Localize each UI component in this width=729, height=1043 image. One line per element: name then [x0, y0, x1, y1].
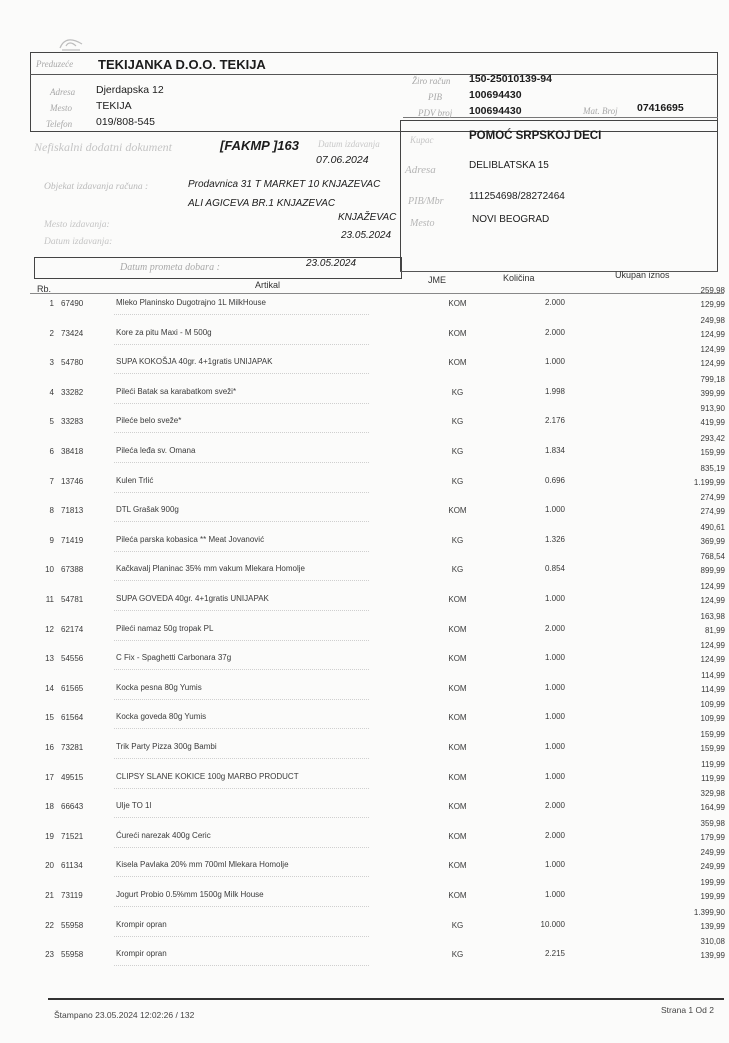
item-total: 199,99	[700, 878, 725, 887]
item-unit-price: 81,99	[704, 625, 725, 635]
item-unit-price: 124,99	[700, 329, 725, 339]
item-code: 33283	[61, 417, 84, 427]
row-number: 20	[45, 861, 54, 871]
item-unit-price: 274,99	[700, 507, 725, 517]
seller-phone: 019/808-545	[96, 116, 155, 128]
item-quantity: 1.000	[544, 890, 565, 899]
item-quantity: 1.000	[544, 771, 565, 781]
seller-mb: 07416695	[637, 102, 684, 114]
pib-label: PIB	[428, 92, 442, 102]
table-row	[0, 641, 729, 670]
issue-place-label: Mesto izdavanja:	[44, 220, 110, 230]
item-unit-price: 139,99	[700, 951, 725, 961]
turnover-date: 23.05.2024	[306, 258, 357, 269]
item-name: SUPA GOVEDA 40gr. 4+1gratis UNIJAPAK	[116, 594, 269, 603]
table-row	[0, 612, 729, 641]
item-name: DTL Grašak 900g	[116, 505, 179, 515]
issue-date-label: Datum izdavanja:	[44, 237, 113, 247]
item-code: 67388	[61, 565, 84, 575]
doc-number: [FAKMP ]163	[220, 138, 299, 153]
page-number: Strana 1 Od 2	[661, 1005, 714, 1015]
table-row	[0, 760, 729, 789]
item-code: 61564	[61, 713, 84, 723]
table-row	[0, 493, 729, 522]
table-row	[0, 700, 729, 729]
printed-stamp: Štampano 23.05.2024 12:02:26 / 132	[54, 1010, 195, 1020]
row-number: 12	[45, 624, 54, 634]
item-quantity: 2.176	[544, 416, 565, 426]
row-number: 17	[45, 772, 54, 782]
col-unit: JME	[428, 275, 446, 285]
row-number: 8	[49, 506, 54, 516]
item-unit: KOM	[448, 802, 467, 812]
table-header-top-line	[400, 271, 718, 272]
seller-account: 150-25010139-94	[469, 73, 552, 85]
company-name: TEKIJANKA D.O.O. TEKIJA	[98, 57, 266, 72]
row-number: 19	[45, 831, 54, 841]
item-code: 73424	[61, 328, 84, 338]
item-quantity: 1.998	[544, 386, 565, 396]
table-row	[0, 789, 729, 818]
table-row	[0, 375, 729, 404]
table-row	[0, 878, 729, 907]
item-code: 67490	[61, 299, 84, 308]
turnover-date-label: Datum prometa dobara :	[120, 262, 220, 273]
item-total: 310,08	[700, 937, 725, 947]
item-code: 73281	[61, 743, 84, 752]
item-name: Pileća leđa sv. Omana	[116, 446, 196, 455]
item-total: 1.399,90	[693, 907, 725, 917]
buyer-address-label: Adresa	[405, 164, 436, 176]
buyer-name: POMOĆ SRPSKOJ DECI	[469, 130, 602, 142]
row-number: 4	[49, 387, 54, 397]
item-quantity: 1.000	[544, 357, 565, 367]
doc-type-label: Nefiskalni dodatni dokument	[34, 140, 172, 154]
item-name: SUPA KOKOŠJA 40gr. 4+1gratis UNIJAPAK	[116, 357, 273, 367]
item-total: 329,98	[700, 789, 725, 799]
row-number: 11	[45, 595, 54, 604]
item-total: 259,98	[700, 286, 725, 295]
item-name: Mleko Planinsko Dugotrajno 1L MilkHouse	[116, 298, 266, 307]
item-name: Kocka pesna 80g Yumis	[116, 682, 202, 692]
item-total: 114,99	[701, 670, 725, 680]
row-number: 6	[49, 447, 54, 456]
item-code: 54780	[61, 358, 84, 368]
table-row	[0, 908, 729, 937]
item-code: 55958	[61, 920, 84, 930]
row-number: 23	[45, 950, 54, 960]
item-unit-price: 199,99	[700, 892, 725, 901]
table-row	[0, 582, 729, 611]
item-name: CLIPSY SLANE KOKICE 100g MARBO PRODUCT	[116, 771, 299, 781]
item-quantity: 10.000	[540, 919, 565, 929]
item-unit-price: 179,99	[700, 832, 725, 842]
item-name: Pileće belo sveže*	[116, 416, 182, 426]
item-code: 38418	[61, 447, 84, 456]
item-code: 33282	[61, 387, 84, 397]
row-number: 2	[49, 328, 54, 338]
city-label: Mesto	[50, 103, 72, 113]
place-line2: ALI AGICEVA BR.1 KNJAZEVAC	[188, 198, 336, 209]
item-name: Kore za pitu Maxi - M 500g	[116, 327, 212, 337]
table-row	[0, 434, 729, 463]
item-name: C Fix - Spaghetti Carbonara 37g	[116, 653, 232, 663]
col-item: Artikal	[255, 280, 281, 290]
item-unit: KOM	[448, 595, 467, 604]
item-total: 159,99	[700, 730, 725, 739]
item-unit: KOM	[448, 772, 467, 782]
item-total: 768,54	[700, 552, 725, 562]
item-code: 55958	[61, 950, 84, 960]
row-number: 13	[45, 654, 54, 664]
item-name: Kisela Pavlaka 20% mm 700ml Mlekara Homolje	[116, 860, 289, 870]
row-number: 21	[45, 891, 54, 900]
item-unit: KOM	[448, 891, 467, 900]
item-quantity: 1.326	[544, 534, 565, 544]
row-number: 22	[45, 920, 54, 930]
item-unit-price: 249,99	[700, 862, 725, 872]
table-row	[0, 523, 729, 552]
row-number: 10	[45, 565, 54, 575]
row-number: 14	[45, 683, 54, 693]
item-unit: KOM	[448, 299, 467, 308]
buyer-pib-label: PIB/Mbr	[408, 196, 444, 207]
footer-line	[48, 998, 724, 1000]
item-quantity: 0.696	[544, 475, 565, 485]
item-code: 54781	[61, 595, 84, 604]
item-code: 54556	[61, 654, 84, 664]
place-line1: Prodavnica 31 T MARKET 10 KNJAZEVAC	[188, 179, 381, 190]
item-quantity: 2.000	[544, 298, 565, 307]
row-number: 16	[45, 743, 54, 752]
issue-date: 23.05.2024	[341, 230, 392, 241]
item-unit-price: 159,99	[700, 744, 725, 753]
item-total: 124,99	[700, 582, 725, 591]
item-total: 913,90	[700, 404, 725, 414]
item-quantity: 1.000	[544, 594, 565, 603]
item-quantity: 2.000	[544, 623, 565, 633]
seller-city: TEKIJA	[96, 100, 132, 112]
item-unit-price: 119,99	[701, 773, 725, 783]
doc-date: 07.06.2024	[316, 154, 369, 166]
table-row	[0, 316, 729, 345]
item-unit-price: 399,99	[700, 388, 725, 398]
company-logo-icon	[58, 36, 84, 52]
item-code: 61134	[61, 861, 83, 871]
buyer-city: NOVI BEOGRAD	[472, 214, 550, 225]
item-code: 71419	[61, 535, 84, 545]
item-quantity: 1.834	[544, 446, 565, 455]
mb-label: Mat. Broj	[583, 106, 618, 116]
item-code: 49515	[61, 772, 84, 782]
buyer-address: DELIBLATSKA 15	[469, 160, 549, 171]
item-total: 124,99	[700, 345, 725, 355]
item-unit: KG	[451, 950, 464, 960]
col-rb: Rb.	[37, 284, 52, 294]
item-quantity: 2.000	[544, 327, 565, 337]
item-unit: KOM	[448, 743, 467, 752]
item-name: Ulje TO 1l	[116, 801, 152, 811]
address-label: Adresa	[50, 87, 76, 97]
table-row	[0, 345, 729, 374]
item-total: 799,18	[700, 374, 725, 384]
row-separator	[114, 965, 369, 966]
item-name: Kačkavalj Planinac 35% mm vakum Mlekara Homolje	[116, 564, 305, 574]
item-unit: KG	[451, 535, 464, 545]
table-row	[0, 819, 729, 848]
item-unit: KOM	[448, 624, 467, 634]
seller-pdv: 100694430	[469, 105, 522, 117]
row-number: 3	[49, 358, 54, 368]
item-unit: KOM	[448, 861, 467, 871]
buyer-pib: 111254698/28272464	[469, 191, 565, 202]
item-quantity: 1.000	[544, 742, 565, 751]
item-unit: KG	[451, 447, 464, 456]
item-quantity: 2.000	[544, 830, 565, 840]
table-row	[0, 286, 729, 315]
item-unit-price: 139,99	[700, 921, 725, 931]
item-unit: KOM	[448, 713, 467, 723]
row-number: 7	[49, 476, 54, 486]
item-code: 71521	[61, 831, 84, 841]
item-quantity: 1.000	[544, 505, 565, 515]
item-code: 13746	[61, 476, 84, 486]
item-unit: KOM	[448, 831, 467, 841]
item-unit-price: 124,99	[700, 359, 725, 369]
row-number: 18	[45, 802, 54, 812]
item-unit: KOM	[448, 358, 467, 368]
item-unit-price: 124,99	[700, 596, 725, 605]
item-quantity: 1.000	[544, 682, 565, 692]
item-unit-price: 419,99	[700, 418, 725, 428]
item-unit-price: 1.199,99	[693, 477, 725, 487]
col-total: Ukupan iznos	[615, 270, 670, 280]
table-row	[0, 730, 729, 759]
item-name: Kulen Trlić	[116, 475, 154, 485]
item-name: Pileća parska kobasica ** Meat Jovanović	[116, 534, 265, 544]
item-unit-price: 369,99	[700, 536, 725, 546]
item-name: Krompir opran	[116, 919, 167, 929]
item-unit: KOM	[448, 328, 467, 338]
item-code: 66643	[61, 802, 84, 812]
item-code: 73119	[61, 891, 83, 900]
buyer-label: Kupac	[410, 135, 434, 145]
item-unit: KG	[451, 387, 464, 397]
item-name: Pileći namaz 50g tropak PL	[116, 623, 214, 633]
item-total: 119,99	[701, 759, 725, 769]
item-name: Pileći Batak sa karabatkom sveži*	[116, 386, 237, 396]
table-row	[0, 464, 729, 493]
place-label: Objekat izdavanja računa :	[44, 182, 149, 192]
item-unit: KOM	[448, 683, 467, 693]
item-quantity: 0.854	[544, 564, 565, 574]
item-unit-price: 109,99	[700, 714, 725, 724]
item-unit-price: 129,99	[700, 300, 725, 309]
row-number: 15	[45, 713, 54, 723]
item-name: Krompir opran	[116, 949, 167, 959]
seller-pib: 100694430	[469, 89, 522, 101]
item-total: 274,99	[700, 493, 725, 503]
item-unit: KG	[451, 565, 464, 575]
item-unit-price: 164,99	[700, 803, 725, 813]
item-total: 835,19	[700, 463, 725, 473]
item-quantity: 2.000	[544, 801, 565, 811]
item-name: Trik Party Pizza 300g Bambi	[116, 742, 217, 751]
pdv-label: PDV broj	[418, 108, 453, 118]
table-row	[0, 848, 729, 877]
item-total: 163,98	[700, 611, 725, 621]
item-unit: KG	[451, 476, 464, 486]
table-row	[0, 552, 729, 581]
item-code: 71813	[61, 506, 84, 516]
item-total: 109,99	[700, 700, 725, 710]
table-row	[0, 671, 729, 700]
buyer-city-label: Mesto	[410, 218, 435, 229]
item-code: 62174	[61, 624, 84, 634]
account-label: Žiro račun	[412, 76, 451, 86]
phone-label: Telefon	[46, 119, 73, 129]
row-number: 9	[49, 535, 54, 545]
item-name: Jogurt Probio 0.5%mm 1500g Milk House	[116, 890, 264, 899]
table-row	[0, 404, 729, 433]
item-total: 490,61	[700, 522, 725, 532]
item-total: 124,99	[700, 641, 725, 651]
item-unit: KOM	[448, 654, 467, 664]
item-quantity: 1.000	[544, 860, 565, 870]
item-unit: KG	[451, 417, 464, 427]
doc-date-label: Datum izdavanja	[318, 139, 380, 149]
item-name: Kocka goveda 80g Yumis	[116, 712, 207, 722]
seller-address: Djerdapska 12	[96, 84, 164, 96]
item-unit-price: 124,99	[700, 655, 725, 665]
item-name: Ćureći narezak 400g Ceric	[116, 830, 211, 840]
item-unit-price: 114,99	[701, 684, 725, 694]
seller-divider	[30, 74, 718, 75]
item-unit: KOM	[448, 506, 467, 516]
row-number: 1	[49, 299, 54, 308]
item-total: 293,42	[700, 434, 725, 443]
item-unit: KG	[451, 920, 464, 930]
item-total: 359,98	[700, 818, 725, 828]
item-unit-price: 159,99	[700, 448, 725, 457]
item-code: 61565	[61, 683, 84, 693]
row-number: 5	[49, 417, 54, 427]
item-quantity: 1.000	[544, 712, 565, 722]
table-row	[0, 937, 729, 966]
item-unit-price: 899,99	[700, 566, 725, 576]
col-qty: Količina	[503, 273, 535, 283]
company-label: Preduzeće	[36, 59, 74, 69]
item-quantity: 1.000	[544, 653, 565, 663]
issue-place: KNJAŽEVAC	[338, 212, 397, 223]
item-total: 249,99	[700, 848, 725, 858]
item-quantity: 2.215	[544, 949, 565, 959]
item-total: 249,98	[700, 315, 725, 325]
